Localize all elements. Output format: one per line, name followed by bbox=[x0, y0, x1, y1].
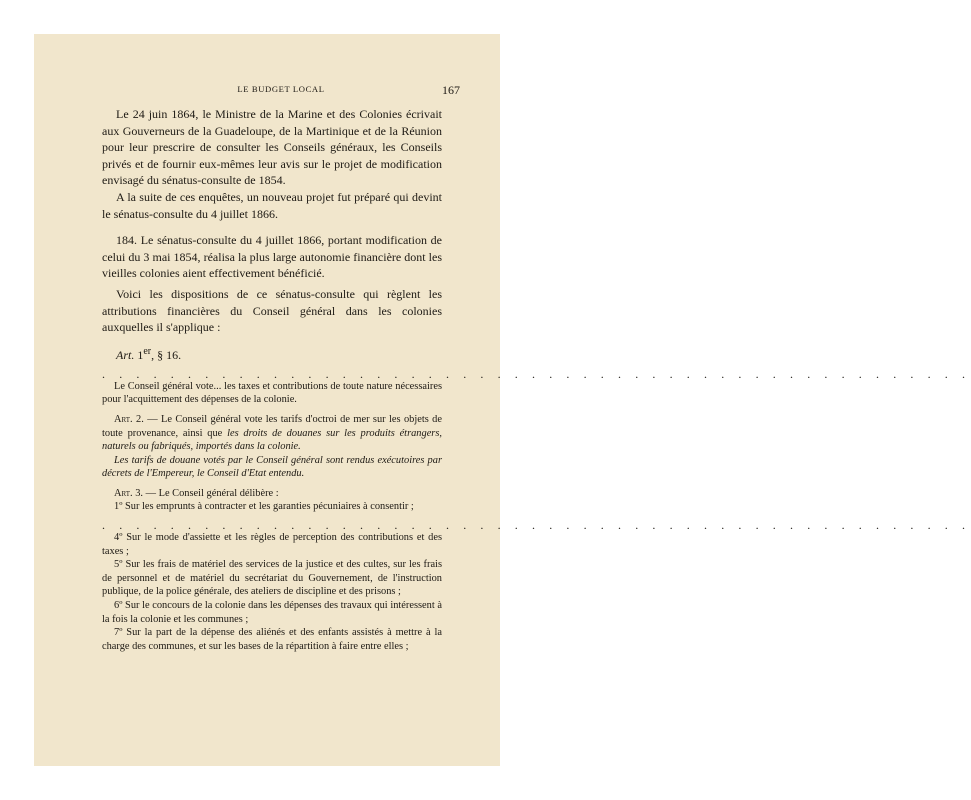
article-1-label: Art. bbox=[116, 347, 135, 362]
running-head: LE BUDGET LOCAL bbox=[237, 84, 325, 94]
article-1-sup: er bbox=[143, 345, 152, 357]
article-2-italic: les droits de douanes sur les produits étrangers, naturels ou fabriqués, importés dans la colonie. bbox=[102, 427, 442, 453]
article-1-heading bbox=[102, 344, 442, 363]
list-item-4: 4º Sur le mode d'assiette et les règles de perception des contributions et des taxes ; bbox=[102, 532, 442, 557]
quoted-paragraph-1: Le Conseil général vote... les taxes et contributions de toute nature nécessaires pour l'acquittement des dépenses de la colonie. bbox=[102, 380, 442, 406]
article-3-text: — Le Conseil général délibère : bbox=[143, 487, 279, 499]
article-1-section: , § 16. bbox=[151, 347, 182, 362]
article-2-italic-paragraph bbox=[102, 454, 442, 481]
list-item-6: 6º Sur le concours de la colonie dans les dépenses des travaux qui intéressent à la fois la colonie et les communes ; bbox=[102, 600, 442, 625]
article-2-text: — Le Conseil général vote les tarifs d'octroi de mer sur les objets de toute provenance, ainsi que bbox=[102, 413, 442, 439]
list-item-5: 5º Sur les frais de matériel des services de la justice et des cultes, sur les frais de personnel et de matériel du secrétariat du Gouvernement, de l'instruction publique, de la police générale, des ateliers de discipline et des prisons ; bbox=[102, 559, 442, 598]
paragraph-4: Voici les dispositions de ce sénatus-consulte qui règlent les attributions financières du Conseil général dans les colonies auxquelles il s'applique : bbox=[102, 286, 442, 335]
article-3-label: Art. 3. bbox=[114, 487, 144, 499]
paragraph-1: Le 24 juin 1864, le Ministre de la Marine et des Colonies écrivait aux Gouverneurs de la Guadeloupe, de la Martinique et de la Réunion pour leur prescrire de consulter les Conseils généraux, les Conseils privés et de fournir eux-mêmes leur avis sur le projet de modification envisagé du sénatus-consulte de 1854. bbox=[102, 107, 442, 188]
book-page bbox=[34, 34, 971, 766]
article-2-paragraph bbox=[102, 413, 442, 454]
article-2-italic-2: Les tarifs de douane votés par le Conseil général sont rendus exécutoires par décrets de l'Empereur, le Conseil d'Etat entendu. bbox=[102, 454, 442, 480]
page-body bbox=[102, 106, 971, 653]
article-1-number: 1 bbox=[137, 347, 144, 362]
article-2-label: Art. 2. bbox=[114, 413, 144, 425]
ellipsis-dots-2: . . . . . . . . . . . . . . . . . . . . . . . . . . . . . . . . . . . . . . . . . . . . . . . . . . . bbox=[102, 518, 971, 533]
paragraph-2: A la suite de ces enquêtes, un nouveau projet fut préparé qui devint le sénatus-consulte du 4 juillet 1866. bbox=[102, 189, 442, 221]
list-item-7: 7º Sur la part de la dépense des aliénés et des enfants assistés à mettre à la charge des communes, et sur les bases de la répartition à faire entre elles ; bbox=[102, 627, 442, 652]
list-item-1: 1º Sur les emprunts à contracter et les garanties pécuniaires à consentir ; bbox=[114, 501, 414, 513]
page-header bbox=[102, 84, 460, 98]
page-number: 167 bbox=[442, 83, 460, 97]
ellipsis-dots-1: . . . . . . . . . . . . . . . . . . . . . . . . . . . . . . . . . . . . . . . . . . . . . . . . . . . bbox=[102, 366, 971, 381]
paragraph-184: 184. Le sénatus-consulte du 4 juillet 1866, portant modification de celui du 3 mai 1854, réalisa la plus large autonomie financière dont les vieilles colonies aient effectivement bénéficié. bbox=[102, 233, 442, 281]
article-3-paragraph bbox=[102, 487, 442, 501]
